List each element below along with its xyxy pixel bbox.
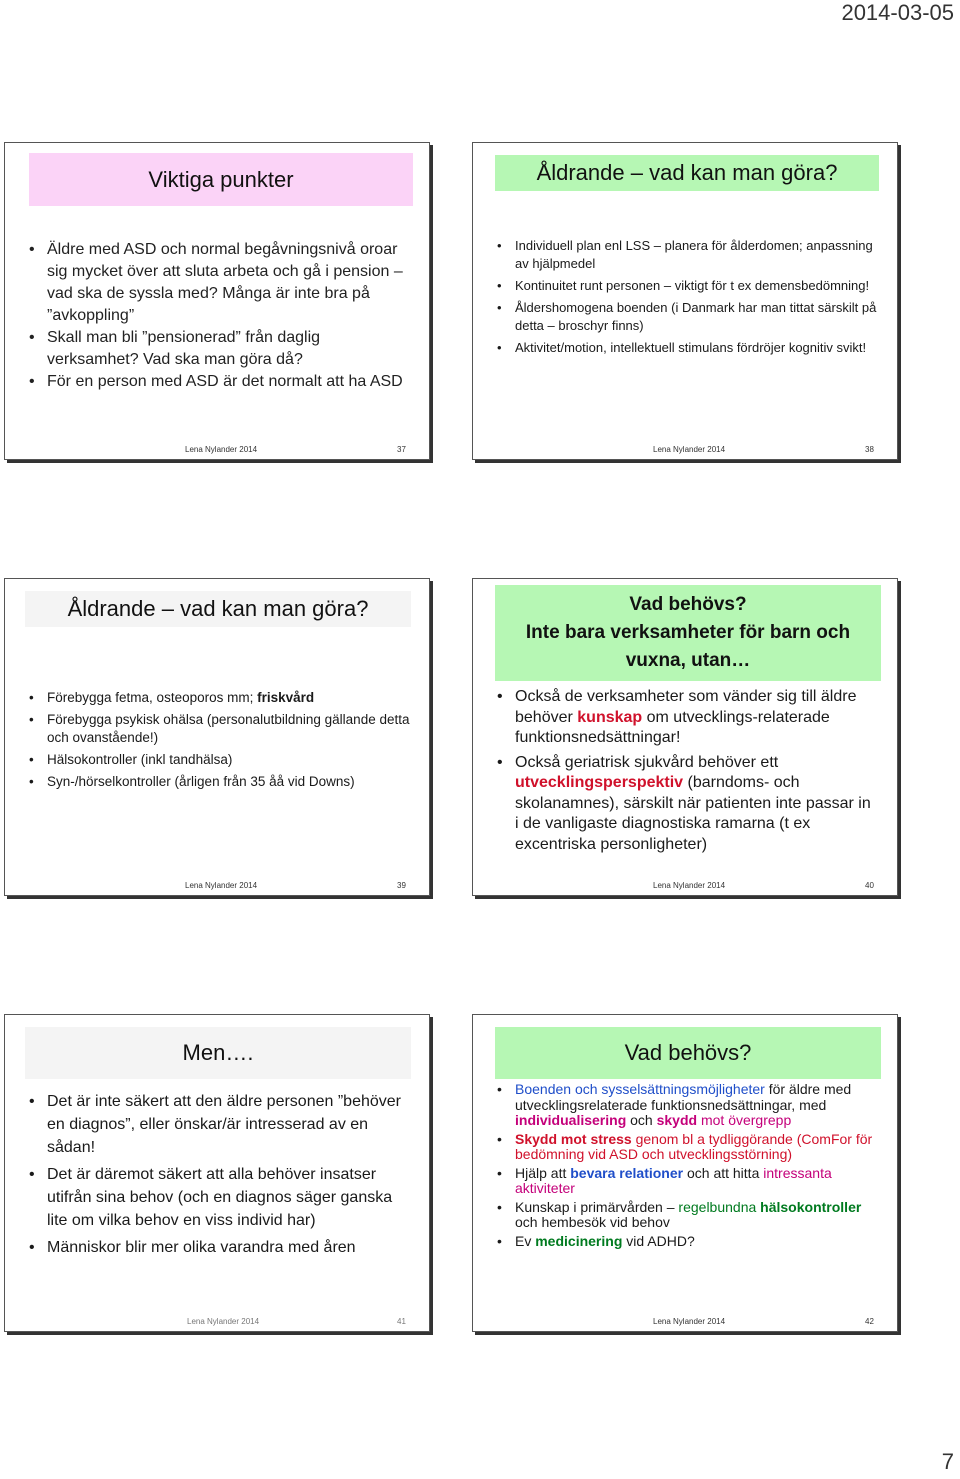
list-item: • Skall man bli ”pensionerad” från daglig verksamhet? Vad ska man göra då? <box>27 327 407 371</box>
list-item: • Boenden och sysselsättningsmöjligheter för äldre med utvecklingsrelaterade funktionsnedsättningar, med individualisering och skydd mot övergrepp <box>495 1082 881 1129</box>
list-item: • För en person med ASD är det normalt att ha ASD <box>27 371 407 393</box>
bullet-list <box>27 689 413 791</box>
slide-number: 38 <box>865 445 874 454</box>
bullet-list <box>27 1090 407 1259</box>
list-item: • Ev medicinering vid ADHD? <box>495 1234 881 1250</box>
slide-number: 41 <box>397 1317 406 1326</box>
list-item: • Det är däremot säkert att alla behöver insatser utifrån sina behov (och en diagnos säger ganska lite om vilka behov en viss individ har) <box>27 1163 407 1232</box>
slide-number: 40 <box>865 881 874 890</box>
slide-title: Men…. <box>25 1027 411 1079</box>
list-item: • Förebygga psykisk ohälsa (personalutbildning gällande detta och ovanstående!) <box>27 711 413 747</box>
list-item: • Skydd mot stress genom bl a tydliggörande (ComFor för bedömning vid ASD och utvecklingsstörning) <box>495 1132 881 1163</box>
list-item: • Individuell plan enl LSS – planera för ålderdomen; anpassning av hjälpmedel <box>495 237 881 273</box>
slide-author: Lena Nylander 2014 <box>653 1317 726 1326</box>
slide-39 <box>4 578 430 896</box>
list-item: • Kontinuitet runt personen – viktigt för t ex demensbedömning! <box>495 277 881 295</box>
slide-number: 37 <box>397 445 406 454</box>
header-date: 2014-03-05 <box>841 0 954 25</box>
list-item: • Förebygga fetma, osteoporos mm; friskvård <box>27 689 413 707</box>
list-item: • Hjälp att bevara relationer och att hitta intressanta aktiviteter <box>495 1166 881 1197</box>
slide-title: Åldrande – vad kan man göra? <box>25 591 411 627</box>
slide-author: Lena Nylander 2014 <box>185 881 258 890</box>
bullet-list <box>27 239 407 393</box>
slide-number: 42 <box>865 1317 874 1326</box>
list-item: • Också geriatrisk sjukvård behöver ett utvecklingsperspektiv (barndoms- och skolanamnes), särskilt när patienten inte passar in i de vanligaste diagnostiska ramarna (t ex excentriska personligheter) <box>495 753 875 856</box>
bullet-list <box>495 237 881 357</box>
slide-41 <box>4 1014 430 1332</box>
slide-42 <box>472 1014 898 1332</box>
slide-title: Vad behövs? <box>495 1027 881 1079</box>
slide-title: Vad behövs? Inte bara verksamheter för barn och vuxna, utan… <box>495 585 881 681</box>
list-item: • Åldershomogena boenden (i Danmark har man tittat särskilt på detta – broschyr finns) <box>495 299 881 335</box>
slide-37 <box>4 142 430 460</box>
bullet-list <box>495 1082 881 1249</box>
slide-author: Lena Nylander 2014 <box>653 445 726 454</box>
slide-author: Lena Nylander 2014 <box>185 445 258 454</box>
list-item: • Hälsokontroller (inkl tandhälsa) <box>27 751 413 769</box>
slide-number: 39 <box>397 881 406 890</box>
slide-38 <box>472 142 898 460</box>
list-item: • Det är inte säkert att den äldre personen ”behöver en diagnos”, eller önskar/är intresserad av en sådan! <box>27 1090 407 1159</box>
list-item: • Människor blir mer olika varandra med åren <box>27 1236 407 1259</box>
slide-title: Viktiga punkter <box>29 153 413 206</box>
list-item: • Aktivitet/motion, intellektuell stimulans fördröjer kognitiv svikt! <box>495 339 881 357</box>
bullet-list <box>495 687 875 855</box>
list-item: • Äldre med ASD och normal begåvningsnivå oroar sig mycket över att sluta arbeta och gå i pension – vad ska de syssla med? Många är inte bra på ”avkoppling” <box>27 239 407 327</box>
slide-40 <box>472 578 898 896</box>
slide-author: Lena Nylander 2014 <box>187 1317 260 1326</box>
list-item: • Också de verksamheter som vänder sig till äldre behöver kunskap om utvecklings-relaterade funktionsnedsättningar! <box>495 687 875 749</box>
slide-title: Åldrande – vad kan man göra? <box>495 155 879 191</box>
slide-author: Lena Nylander 2014 <box>653 881 726 890</box>
list-item: • Syn-/hörselkontroller (årligen från 35 åå vid Downs) <box>27 773 413 791</box>
page-number: 7 <box>941 1449 954 1474</box>
list-item: • Kunskap i primärvården – regelbundna hälsokontroller och hembesök vid behov <box>495 1200 881 1231</box>
